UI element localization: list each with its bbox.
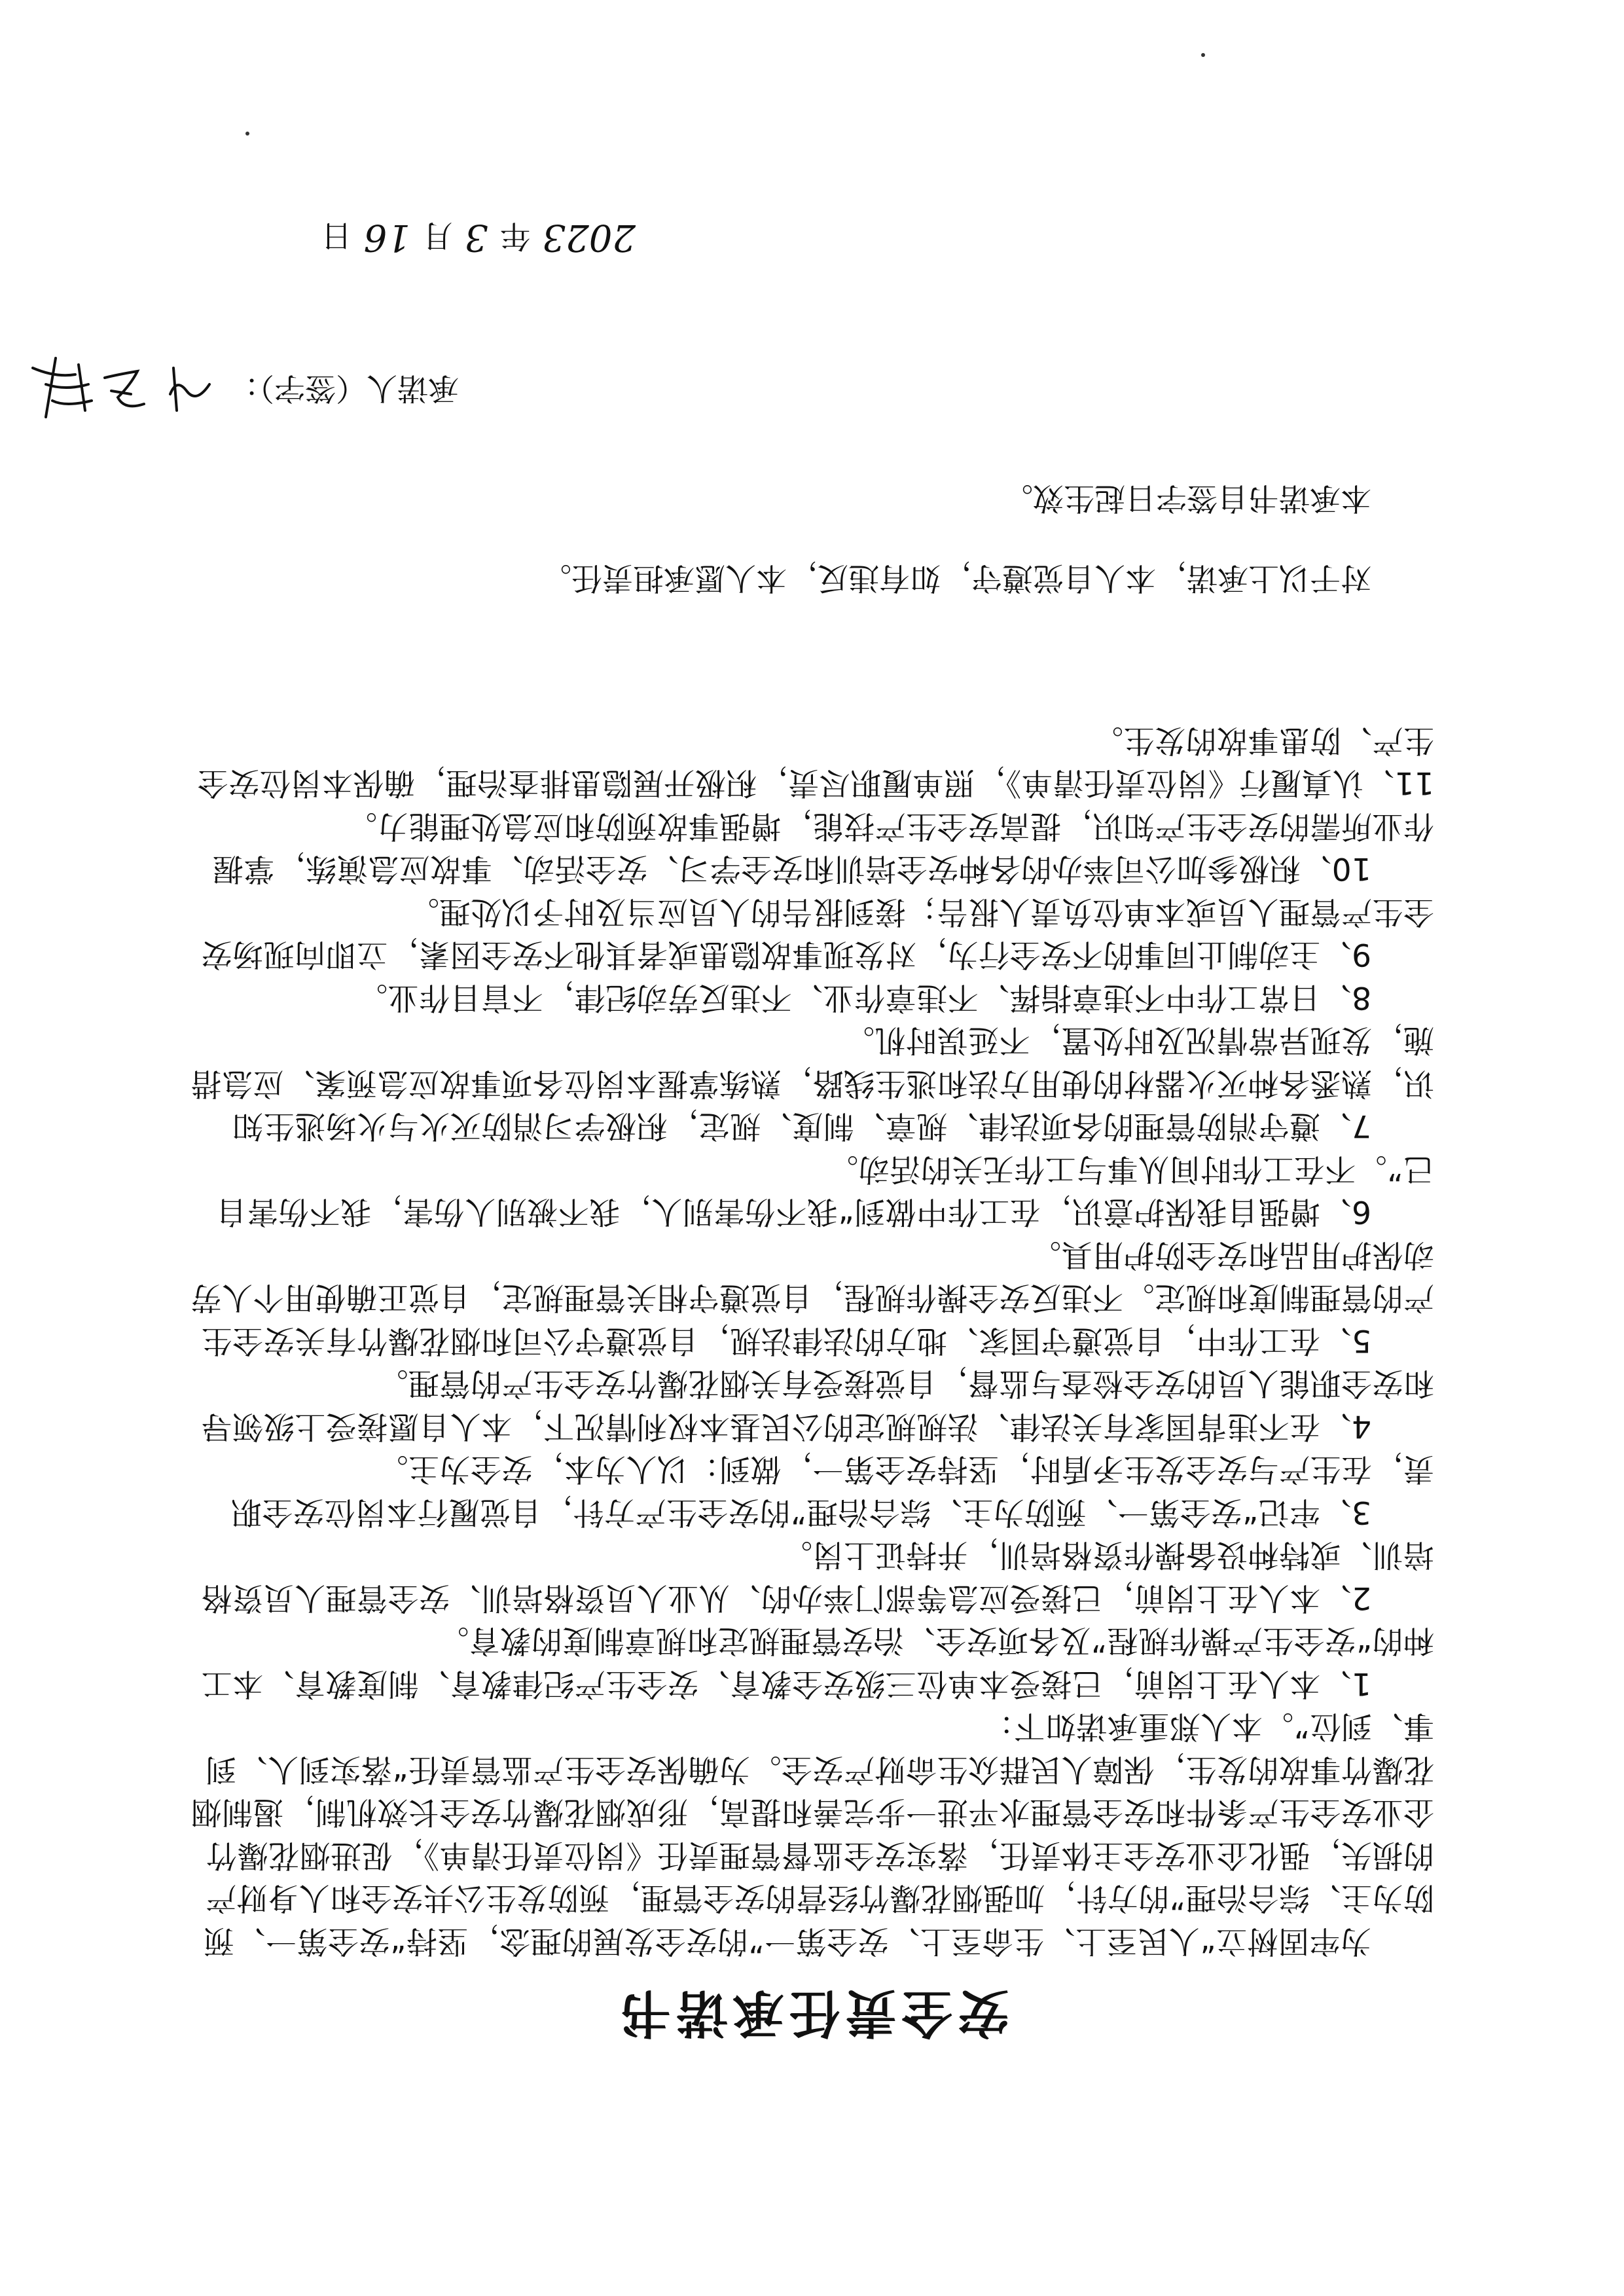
commitment-item-4: 4、在不违背国家有关法律、法规规定的公民基本权利情况下，本人自愿接受上级领导和安全职能人员的安全检查与监督，自觉接受有关烟花爆竹安全生产的管理。 <box>201 1365 1434 1444</box>
commitment-item-8: 8、日常工作中不违章指挥、不违章作业、不违反劳动纪律，不盲目作业。 <box>356 979 1371 1015</box>
commitment-item-3: 3、牢记“安全第一、预防为主、综合治理”的安全生产方针，自觉履行本岗位安全职责，在生产与安全发生矛盾时，坚持安全第一，做到：以人为本，安全为主。 <box>230 1451 1434 1530</box>
date-year-suffix: 年 <box>499 217 531 253</box>
signing-date <box>321 216 636 260</box>
commitment-item-5: 5、在工作中，自觉遵守国家、地方的法律法规，自觉遵守公司和烟花爆竹有关安全生产的管理制度和规定。不违反安全操作规程，自觉遵守相关管理规定，自觉正确使用个人劳动保护用品和安全防护用具。 <box>190 1237 1434 1358</box>
effective-statement: 本承诺书自签字日起生效。 <box>1002 480 1371 516</box>
commitment-item-7: 7、遵守消防管理的各项法律、规章、制度、规定，积极学习消防灭火与火场逃生知识，熟悉各种灭火器材的使用方法和逃生线路，熟练掌握本岗位各项事故应急预案、应急措施，发现异常情况及时处置，不延误时机。 <box>190 1022 1434 1144</box>
commitment-item-1: 1、本人在上岗前，已接受本单位三级安全教育、安全生产纪律教育、制度教育、本工种的“安全生产操作规程”及各项安全、治安管理规定和规章制度的教育。 <box>201 1622 1434 1702</box>
commitment-item-10: 10、积极参加公司举办的各种安全培训和安全学习、安全活动、事故应急演练，掌握作业所需的安全生产知识，提高安全生产技能，增强事故预防和应急处理能力。 <box>212 808 1434 887</box>
date-day-suffix: 日 <box>321 217 352 253</box>
commitment-item-2: 2、本人在上岗前，已接受应急等部门举办的、从业人员资格培训、安全管理人员资格培训、或特种设备操作资格培训，并持证上岗。 <box>201 1537 1434 1616</box>
commitment-item-9: 9、主动制止同事的不安全行为，对发现事故隐患或者其他不安全因素，立即向现场安全生产管理人员或本单位负责人报告；接到报告的人员应当及时予以处理。 <box>201 894 1434 973</box>
date-month: 3 <box>464 216 488 259</box>
date-day: 16 <box>363 216 410 259</box>
handwritten-signature <box>20 352 217 430</box>
date-year: 2023 <box>542 216 636 259</box>
scan-speck <box>245 132 249 136</box>
date-month-suffix: 月 <box>422 217 453 253</box>
commitment-item-11: 11、认真履行《岗位责任清单》，照单履职尽责，积极开展隐患排查治理，确保本岗位安全生产、防患事故的发生。 <box>197 722 1434 801</box>
signature-row <box>20 352 460 430</box>
commitment-item-6: 6、增强自我保护意识，在工作中做到“我不伤害别人，我不被别人伤害，我不伤害自己”。不在工作时间从事与工作无关的活动。 <box>215 1151 1434 1230</box>
closing-statement: 对于以上承诺，本人自觉遵守，如有违反，本人愿承担责任。 <box>541 560 1371 596</box>
scan-speck <box>1201 53 1205 57</box>
intro-paragraph: 为牢固树立“人民至上、生命至上、安全第一”的安全发展的理念，坚持“安全第一、预防为主、综合治理”的方针，加强烟花爆竹经营的安全管理，预防发生公共安全和人身财产的损失，强化企业安全主体责任，落实安全监督管理责任《岗位责任清单》，促进烟花爆竹企业安全生产条件和安全管理水平进一步完善和提高，形成烟花爆竹安全长效机制，遏制烟花爆竹事故的发生，保障人民群众生命财产安全。为确保安全生产监管责任“落实到人、到事、到位”。本人郑重承诺如下： <box>190 1708 1434 1959</box>
document-body <box>184 719 1434 1963</box>
document-title: 安全责任承诺书 <box>615 1983 1009 2042</box>
signer-label: 承诺人（签字）： <box>228 370 459 407</box>
